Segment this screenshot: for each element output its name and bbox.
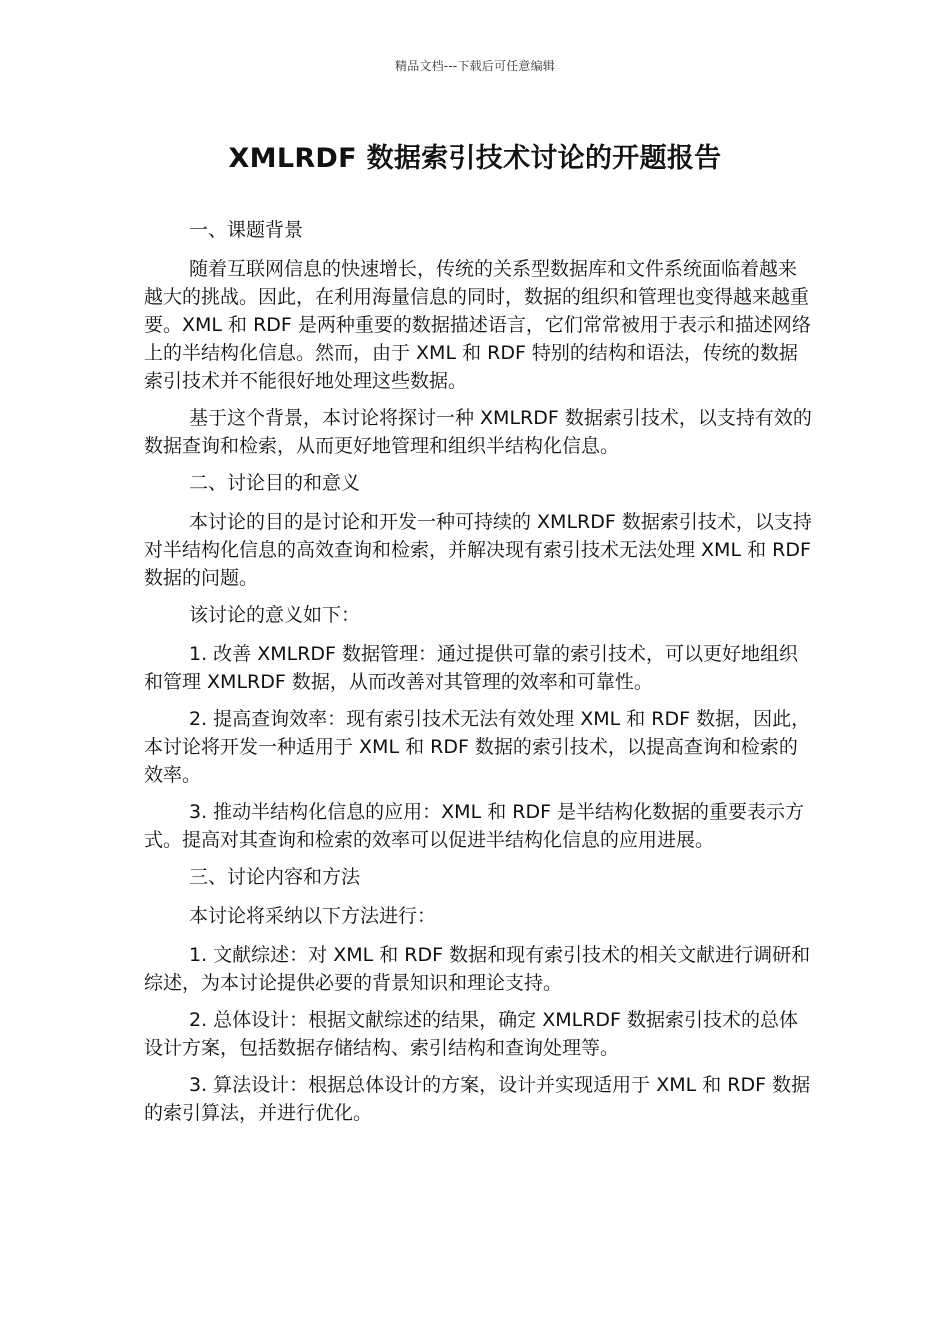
document-title: XMLRDF 数据索引技术讨论的开题报告 [228, 143, 722, 174]
paragraph-methods-intro: 本讨论将采纳以下方法进行： [189, 905, 437, 927]
header-note: 精品文档---下载后可任意编辑 [395, 59, 555, 73]
paragraph-purpose: 本讨论的目的是讨论和开发一种可持续的 XMLRDF 数据索引技术，以支持对半结构化信息的高效查询和检索，并解决现有索引技术无法处理 XML 和 RDF 数据的问题。 [144, 511, 812, 589]
section-heading-purpose: 二、讨论目的和意义 [189, 472, 361, 494]
list-item-significance-2: 2. 提高查询效率：现有索引技术无法有效处理 XML 和 RDF 数据，因此，本讨论将开发一种适用于 XML 和 RDF 数据的索引技术，以提高查询和检索的效率。 [144, 708, 811, 786]
paragraph-significance-intro: 该讨论的意义如下： [189, 604, 361, 626]
paragraph-background-summary: 基于这个背景，本讨论将探讨一种 XMLRDF 数据索引技术，以支持有效的数据查询和检索，从而更好地管理和组织半结构化信息。 [144, 407, 812, 457]
list-item-method-2: 2. 总体设计：根据文献综述的结果，确定 XMLRDF 数据索引技术的总体设计方案，包括数据存储结构、索引结构和查询处理等。 [144, 1009, 799, 1059]
list-item-method-3: 3. 算法设计：根据总体设计的方案，设计并实现适用于 XML 和 RDF 数据的索引算法，并进行优化。 [144, 1074, 811, 1124]
section-heading-methods: 三、讨论内容和方法 [189, 866, 361, 888]
list-item-significance-1: 1. 改善 XMLRDF 数据管理：通过提供可靠的索引技术，可以更好地组织和管理 XMLRDF 数据，从而改善对其管理的效率和可靠性。 [144, 643, 799, 693]
list-item-significance-3: 3. 推动半结构化信息的应用：XML 和 RDF 是半结构化数据的重要表示方式。提高对其查询和检索的效率可以促进半结构化信息的应用进展。 [144, 801, 805, 851]
paragraph-background: 随着互联网信息的快速增长，传统的关系型数据库和文件系统面临着越来越大的挑战。因此，在利用海量信息的同时，数据的组织和管理也变得越来越重要。XML 和 RDF 是两种重要的数据描述语言，它们常常被用于表示和描述网络上的半结构化信息。然而，由于 XML 和 RDF 特别的结构和语法，传统的数据索引技术并不能很好地处理这些数据。 [144, 258, 811, 392]
section-heading-background: 一、课题背景 [189, 219, 304, 241]
document-body [144, 216, 814, 1136]
list-item-method-1: 1. 文献综述：对 XML 和 RDF 数据和现有索引技术的相关文献进行调研和综述，为本讨论提供必要的背景知识和理论支持。 [144, 944, 811, 994]
